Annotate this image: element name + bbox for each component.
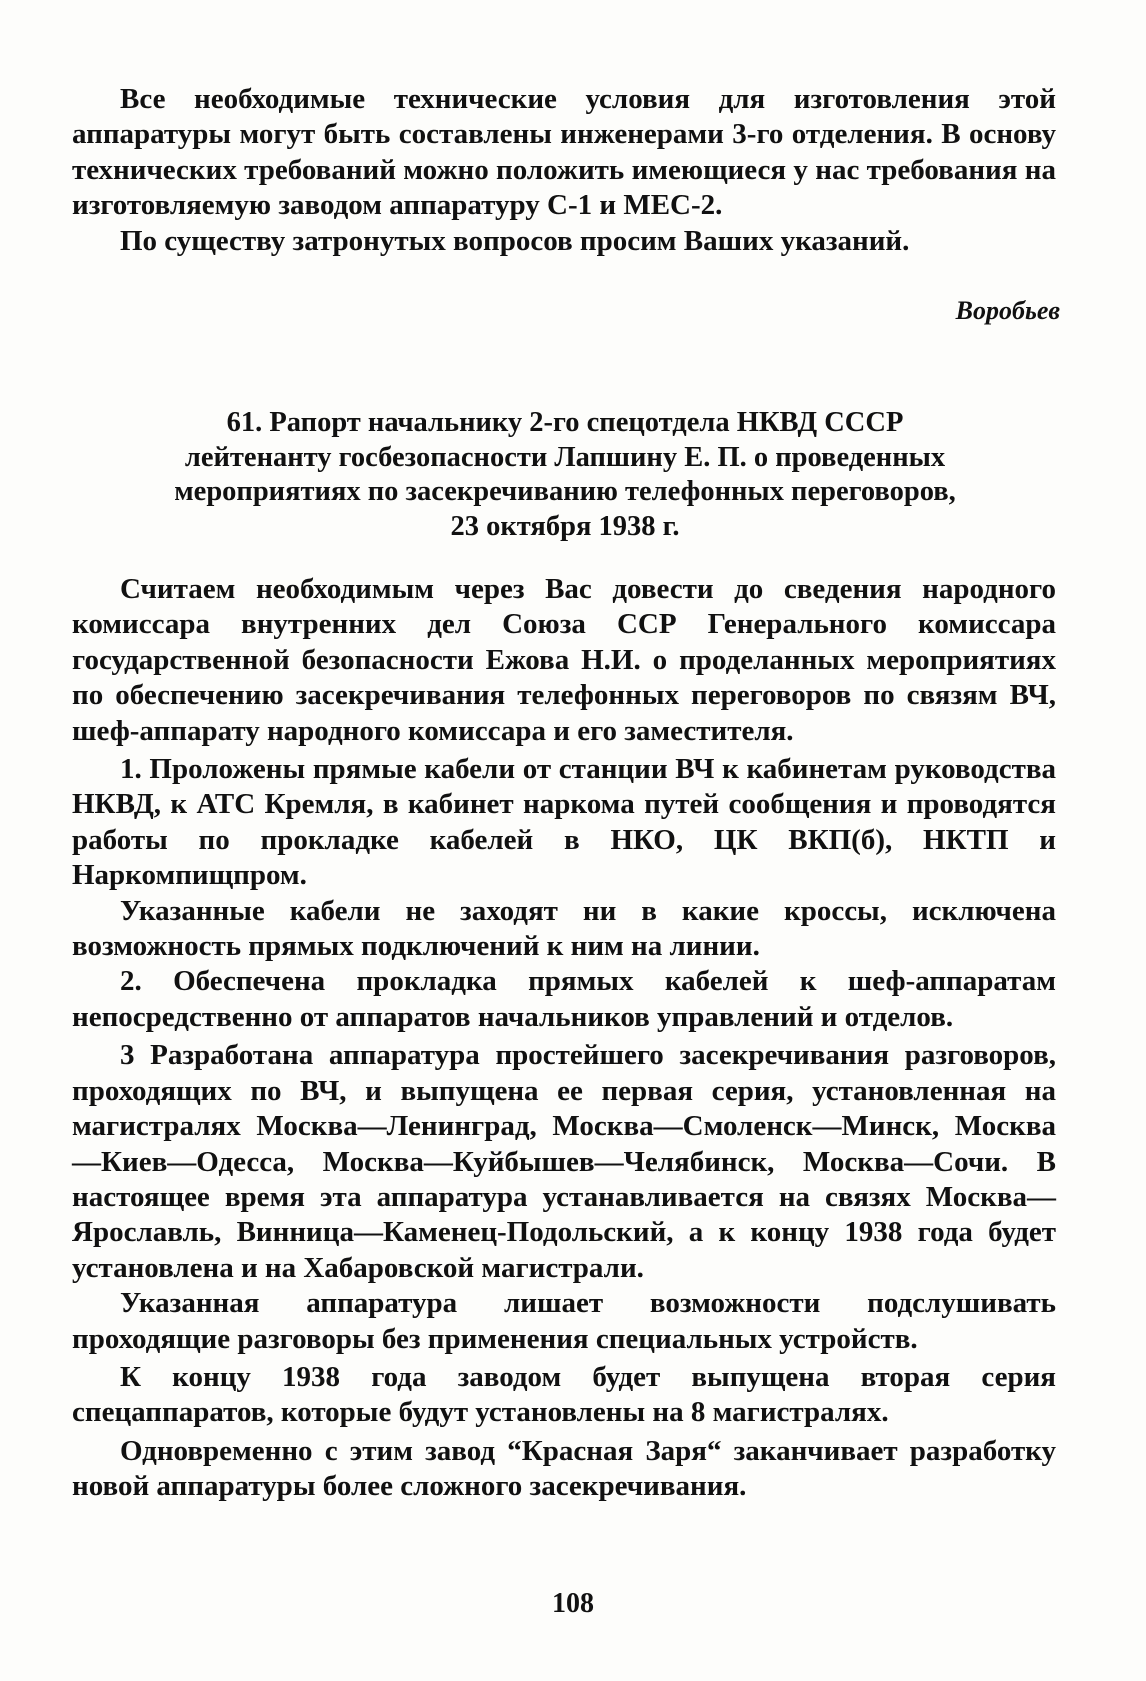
- report-item-2: 2. Обеспечена прокладка прямых кабелей к шеф-аппаратам непосредственно от аппаратов начальников управлений и отделов.: [72, 965, 1056, 1033]
- report-intro-paragraph: Считаем необходимым через Вас довести до сведения народного комиссара внутренних дел Союза ССР Генерального комиссара государственной безопасности Ежова Н.И. о проделанных мероприятиях по обеспечению засекречивания телефонных переговоров по связям ВЧ, шеф-аппарату народного комиссара и его заместителя.: [72, 573, 1056, 747]
- top-text-block: [72, 82, 1056, 259]
- report-item-3: 3 Разработана аппаратура простейшего засекречивания разговоров, проходящих по ВЧ, и выпущена ее первая серия, установленная на магистралях Москва—Ленинград, Москва—Смоленск—Минск, Москва—Киев—Одесса, Москва—Куйбышев—Челябинск, Москва—Сочи. В настоящее время эта аппаратура устанавливается на связях Москва—Ярославль, Винница—Каменец-Подольский, а к концу 1938 года будет установлена и на Хабаровской магистрали.: [72, 1039, 1056, 1284]
- signature-vorobyev: Воробьев: [955, 296, 1060, 325]
- heading-line: лейтенанту госбезопасности Лапшину Е. П. о проведенных: [184, 441, 946, 473]
- paragraph-request-instructions: По существу затронутых вопросов просим Ваших указаний.: [120, 224, 910, 257]
- heading-date-line: 23 октября 1938 г.: [450, 510, 680, 542]
- heading-line: мероприятиях по засекречиванию телефонных переговоров,: [174, 476, 956, 507]
- heading-line: 61. Рапорт начальнику 2-го спецотдела НКВД СССР: [226, 407, 904, 438]
- report-paragraph: К концу 1938 года заводом будет выпущена вторая серия спецаппаратов, которые будут установлены на 8 магистралях.: [72, 1360, 1056, 1429]
- document-heading: [110, 406, 1020, 544]
- report-body: [72, 572, 1056, 1505]
- report-paragraph: Указанные кабели не заходят ни в какие кроссы, исключена возможность прямых подключений к ним на линии.: [72, 894, 1056, 963]
- paragraph-technical-conditions: Все необходимые технические условия для изготовления этой аппаратуры могут быть составлены инженерами 3-го отделения. В основу технических требований можно положить имеющиеся у нас требования на изготовляемую заводом аппаратуру С-1 и МЕС-2.: [72, 83, 1056, 222]
- report-paragraph: Указанная аппаратура лишает возможности подслушивать проходящие разговоры без применения специальных устройств.: [72, 1287, 1056, 1355]
- report-item-1: 1. Проложены прямые кабели от станции ВЧ к кабинетам руководства НКВД, к АТС Кремля, в кабинет наркома путей сообщения и проводятся работы по прокладке кабелей в НКО, ЦК ВКП(б), НКТП и Наркомпищпром.: [72, 753, 1056, 892]
- page-number: 108: [552, 1588, 594, 1619]
- report-paragraph: Одновременно с этим завод “Красная Заря“ заканчивает разработку новой аппаратуры более сложного засекречивания.: [72, 1434, 1056, 1503]
